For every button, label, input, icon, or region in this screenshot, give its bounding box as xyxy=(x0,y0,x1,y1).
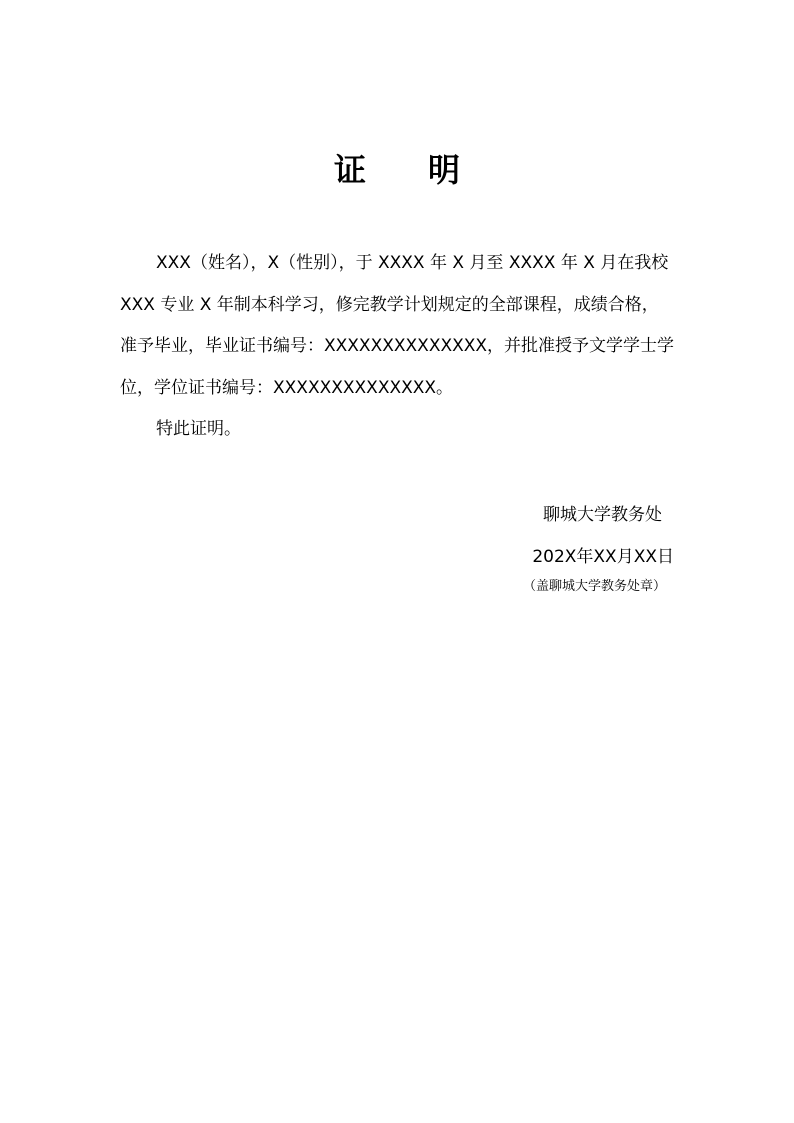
closing-paragraph xyxy=(120,409,690,451)
title-char-2: 明 xyxy=(428,151,461,189)
document-title xyxy=(0,148,794,192)
issue-date: 202X年XX月XX日 xyxy=(532,547,674,567)
closing-text: 特此证明。 xyxy=(156,419,241,439)
certificate-body xyxy=(120,243,690,409)
body-line: 位，学位证书编号：XXXXXXXXXXXXXX。 xyxy=(120,377,454,398)
seal-note: （盖聊城大学教务处章） xyxy=(522,579,666,594)
title-char-1: 证 xyxy=(333,151,366,189)
body-line-text: XXX（姓名），X（性别），于 XXXX 年 X 月至 XXXX 年 X 月在我校 xyxy=(156,253,669,273)
body-line: XXX 专业 X 年制本科学习，修完教学计划规定的全部课程，成绩合格， xyxy=(120,294,659,315)
closing-line xyxy=(120,409,690,451)
body-line: 准予毕业，毕业证书编号：XXXXXXXXXXXXXX，并批准授予文学学士学 xyxy=(120,336,675,356)
body-line xyxy=(120,243,690,285)
issuer-name: 聊城大学教务处 xyxy=(543,505,662,525)
